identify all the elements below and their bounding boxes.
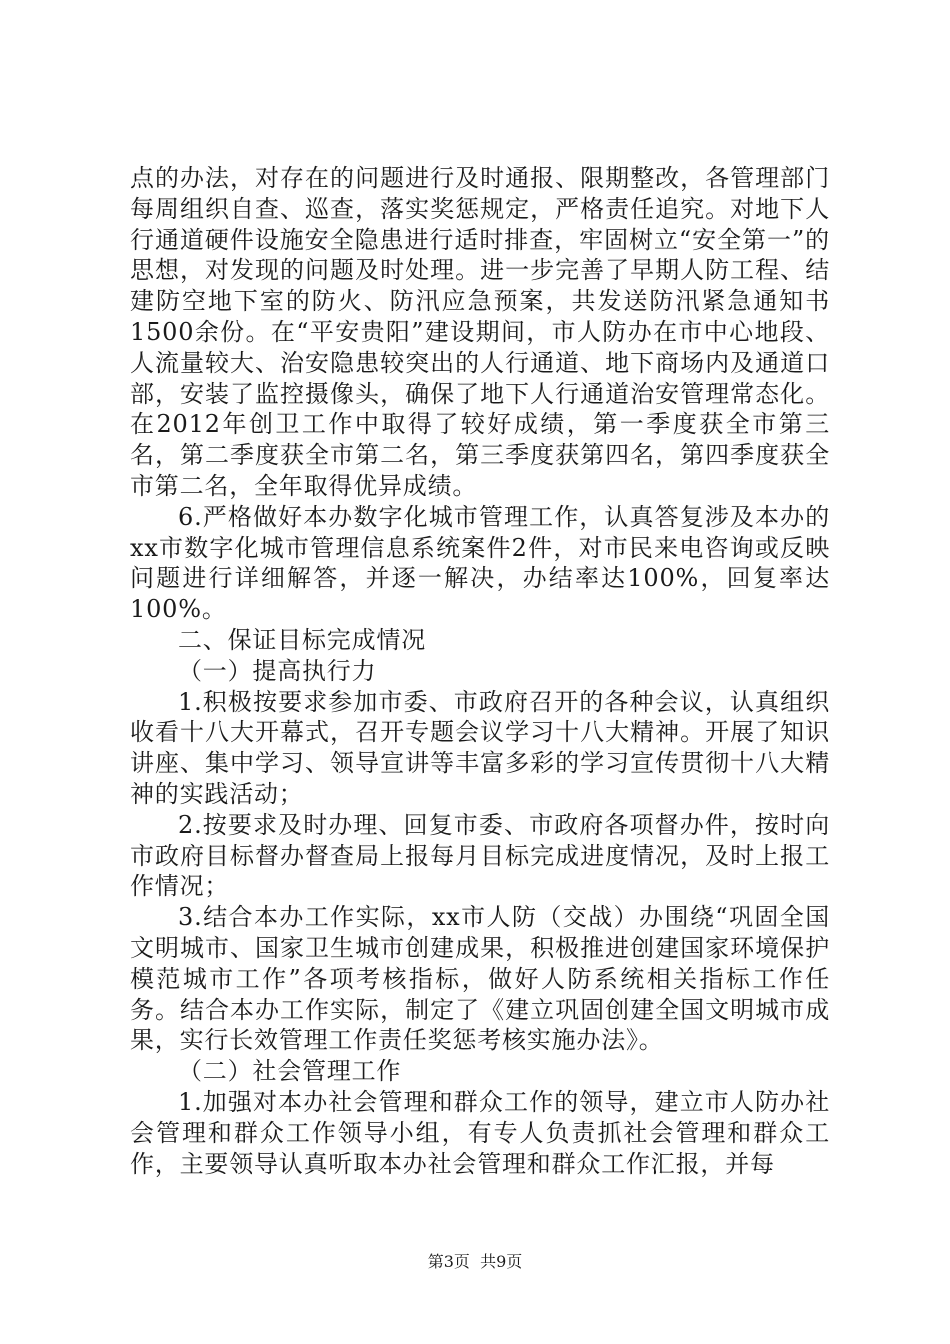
paragraph-item-1-social: 1.加强对本办社会管理和群众工作的领导，建立市人防办社会管理和群众工作领导小组，有专人负责抓社会管理和群众工作，主要领导认真听取本办社会管理和群众工作汇报，并每	[130, 1087, 830, 1178]
subsection-heading-2: （二）社会管理工作	[178, 1057, 402, 1086]
paragraph-item-1: 1.积极按要求参加市委、市政府召开的各种会议，认真组织收看十八大开幕式，召开专题会议学习十八大精神。开展了知识讲座、集中学习、领导宣讲等丰富多彩的学习宣传贯彻十八大精神的实践活动；	[130, 687, 830, 808]
page-number-label: 第3页 共9页	[427, 1252, 523, 1271]
page-footer	[0, 1249, 950, 1272]
paragraph-item-6: 6.严格做好本办数字化城市管理工作，认真答复涉及本办的xx市数字化城市管理信息系统案件2件，对市民来电咨询或反映问题进行详细解答，并逐一解决，办结率达100%，回复率达100%。	[130, 502, 830, 624]
document-body	[130, 163, 830, 1179]
paragraph-item-2: 2.按要求及时办理、回复市委、市政府各项督办件，按时向市政府目标督办督查局上报每月目标完成进度情况，及时上报工作情况；	[130, 810, 830, 901]
paragraph-item-3: 3.结合本办工作实际，xx市人防（交战）办围绕“巩固全国文明城市、国家卫生城市创建成果，积极推进创建国家环境保护模范城市工作”各项考核指标，做好人防系统相关指标工作任务。结合本办工作实际，制定了《建立巩固创建全国文明城市成果，实行长效管理工作责任奖惩考核实施办法》。	[130, 903, 830, 1055]
paragraph-continuation: 点的办法，对存在的问题进行及时通报、限期整改，各管理部门每周组织自查、巡查，落实奖惩规定，严格责任追究。对地下人行通道硬件设施安全隐患进行适时排查，牢固树立“安全第一”的思想，对发现的问题及时处理。进一步完善了早期人防工程、结建防空地下室的防火、防汛应急预案，共发送防汛紧急通知书1500余份。在“平安贵阳”建设期间，市人防办在市中心地段、人流量较大、治安隐患较突出的人行通道、地下商场内及通道口部，安装了监控摄像头，确保了地下人行通道治安管理常态化。在2012年创卫工作中取得了较好成绩，第一季度获全市第三名，第二季度获全市第二名，第三季度获第四名，第四季度获全市第二名，全年取得优异成绩。	[130, 164, 830, 500]
section-heading-2: 二、保证目标完成情况	[178, 625, 426, 654]
subsection-heading-1: （一）提高执行力	[178, 656, 377, 685]
